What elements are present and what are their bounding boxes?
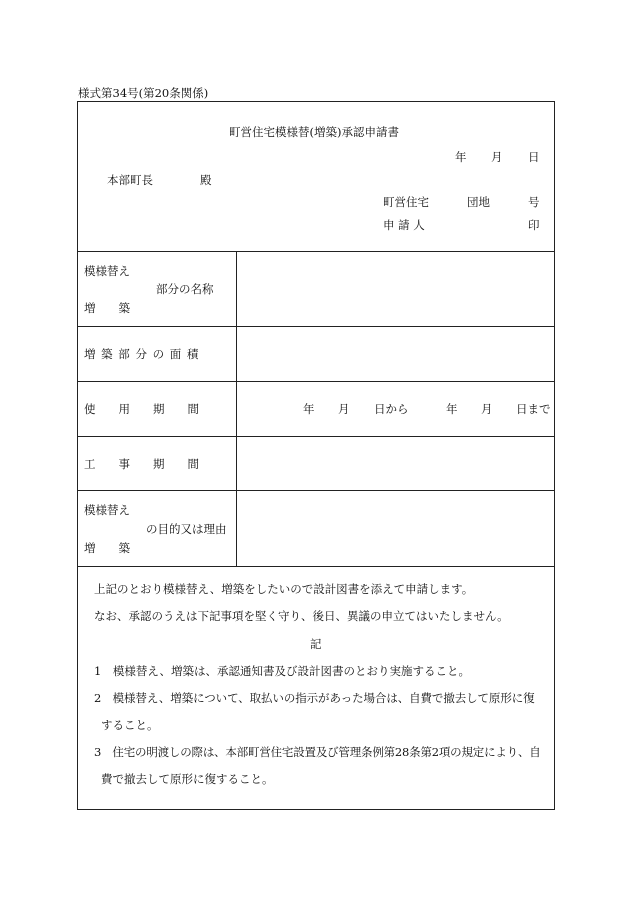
part-name-label-line2: 部分の名称: [156, 282, 214, 296]
row-divider: [77, 381, 555, 382]
unit-label: 号: [528, 195, 540, 209]
purpose-label-line2: の目的又は理由: [146, 522, 227, 536]
note-item-3-line1: 3 住宅の明渡しの際は、本部町営住宅設置及び管理条例第28条第2項の規定により、自: [94, 745, 541, 759]
construction-period-label: 工 事 期 間: [84, 457, 199, 471]
usage-end-month: 月: [481, 402, 493, 416]
note-item-2-line2: すること。: [101, 718, 159, 732]
purpose-label-line1: 模様替え: [84, 503, 130, 517]
column-divider: [236, 251, 237, 566]
applicant-label: 申 請 人: [383, 218, 425, 232]
usage-start-month: 月: [338, 402, 350, 416]
row-divider: [77, 251, 555, 252]
usage-end-year: 年: [446, 402, 458, 416]
date-year-label: 年: [455, 150, 467, 164]
honorific: 殿: [200, 173, 212, 187]
form-title: 町営住宅模様替(増築)承認申請書: [229, 125, 399, 139]
row-divider: [77, 490, 555, 491]
note-item-1: 1 模様替え、増築は、承認通知書及び設計図書のとおり実施すること。: [94, 664, 471, 678]
note-intro-2: なお、承認のうえは下記事項を堅く守り、後日、異議の申立てはいたしません。: [94, 609, 509, 623]
row-divider: [77, 566, 555, 567]
seal-label: 印: [528, 218, 540, 232]
date-day-label: 日: [528, 150, 540, 164]
date-month-label: 月: [491, 150, 503, 164]
usage-start-day: 日から: [374, 402, 409, 416]
purpose-label-line3: 増 築: [84, 541, 130, 555]
row-divider: [77, 326, 555, 327]
note-ki: 記: [310, 637, 322, 651]
usage-period-label: 使 用 期 間: [84, 402, 199, 416]
usage-end-day: 日まで: [516, 402, 551, 416]
part-name-label-line3: 増 築: [84, 301, 130, 315]
note-item-3-line2: 費で撤去して原形に復すること。: [101, 772, 274, 786]
row-divider: [77, 436, 555, 437]
addressee: 本部町長: [107, 173, 153, 187]
danchi-label: 団地: [467, 195, 490, 209]
form-number: 様式第34号(第20条関係): [78, 86, 209, 100]
note-item-2-line1: 2 模様替え、増築について、取払いの指示があった場合は、自費で撤去して原形に復: [94, 691, 535, 705]
usage-start-year: 年: [303, 402, 315, 416]
part-name-label-line1: 模様替え: [84, 264, 130, 278]
note-intro-1: 上記のとおり模様替え、増築をしたいので設計図書を添えて申請します。: [94, 582, 474, 596]
housing-label: 町営住宅: [383, 195, 429, 209]
area-label: 増 築 部 分 の 面 積: [84, 347, 199, 361]
